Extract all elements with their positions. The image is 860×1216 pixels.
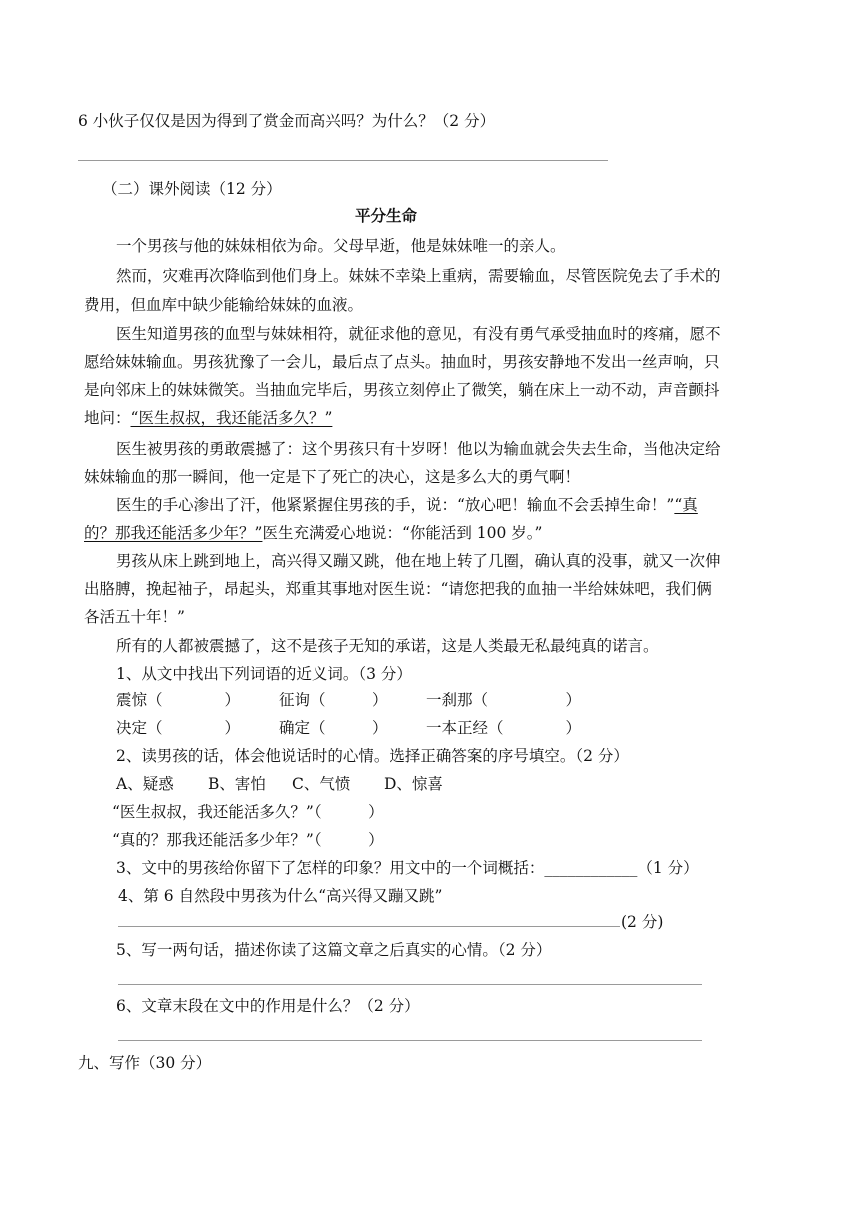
answer-line-q5	[118, 984, 702, 985]
paragraph-3-line-4	[84, 408, 332, 428]
paragraph-3-prefix: 地问：	[84, 409, 131, 427]
question-2-sentence-1: “医生叔叔，我还能活多久？”（ ）	[112, 803, 384, 821]
paragraph-5-rest: 医生充满爱心地说：“你能活到 100 岁。”	[262, 524, 543, 542]
synonym-item: 震惊（ ）	[116, 691, 241, 709]
option-b: B、害怕	[208, 775, 266, 793]
question-3: 3、文中的男孩给你留下了怎样的印象？用文中的一个词概括：____________（1 分）	[116, 859, 699, 877]
paragraph-2-line-1: 然而，灾难再次降临到他们身上。妹妹不幸染上重病，需要输血，尽管医院免去了手术的	[116, 267, 721, 285]
section-title: （二）课外阅读（12 分）	[102, 180, 282, 198]
paragraph-1: 一个男孩与他的妹妹相依为命。父母早逝，他是妹妹唯一的亲人。	[116, 237, 566, 255]
question-2: 2、读男孩的话，体会他说话时的心情。选择正确答案的序号填空。（2 分）	[116, 747, 629, 765]
synonym-item: 一本正经（ ）	[426, 719, 582, 737]
article-title: 平分生命	[355, 207, 418, 225]
option-d: D、惊喜	[384, 775, 443, 793]
underlined-quote-2-start: “真	[674, 496, 698, 514]
underlined-quote-1: “医生叔叔，我还能活多久？”	[130, 409, 333, 427]
paragraph-3-line-1: 医生知道男孩的血型与妹妹相符，就征求他的意见，有没有勇气承受抽血时的疼痛，愿不	[116, 325, 721, 343]
question-5: 5、写一两句话，描述你读了这篇文章之后真实的心情。（2 分）	[116, 941, 552, 959]
paragraph-6-line-1: 男孩从床上跳到地上，高兴得又蹦又跳，他在地上转了几圈，确认真的没事，就又一次伸	[116, 552, 721, 570]
paragraph-6-line-2: 出胳膊，挽起袖子，昂起头，郑重其事地对医生说：“请您把我的血抽一半给妹妹吧，我们俩	[84, 580, 712, 598]
answer-line-q4	[118, 926, 620, 927]
paragraph-6-line-3: 各活五十年！”	[84, 608, 185, 626]
synonym-item: 一刹那（ ）	[426, 691, 582, 709]
underlined-quote-2-end: 的？那我还能活多少年？”	[84, 524, 263, 542]
question-6: 6、文章末段在文中的作用是什么？（2 分）	[116, 997, 420, 1015]
question-1: 1、从文中找出下列词语的近义词。（3 分）	[116, 665, 412, 683]
paragraph-4-line-2: 妹妹输血的那一瞬间，他一定是下了死亡的决心，这是多么大的勇气啊！	[84, 468, 581, 486]
synonym-item: 决定（ ）	[116, 719, 241, 737]
option-c: C、气愤	[292, 775, 351, 793]
answer-line-q6	[118, 1040, 702, 1041]
paragraph-5-text: 医生的手心渗出了汗，他紧紧握住男孩的手，说：“放心吧！输血不会丢掉生命！”	[116, 496, 675, 514]
synonym-item: 征询（ ）	[279, 691, 388, 709]
question-6-top: 6 小伙子仅仅是因为得到了赏金而高兴吗？为什么？（2 分）	[78, 112, 496, 130]
paragraph-4-line-1: 医生被男孩的勇敢震撼了：这个男孩只有十岁呀！他以为输血就会失去生命，当他决定给	[116, 440, 721, 458]
paragraph-3-line-2: 愿给妹妹输血。男孩犹豫了一会儿，最后点了点头。抽血时，男孩安静地不发出一丝声响，只	[84, 353, 720, 371]
question-4: 4、第 6 自然段中男孩为什么“高兴得又蹦又跳”	[118, 887, 443, 905]
option-a: A、疑惑	[116, 775, 174, 793]
synonym-item: 确定（ ）	[279, 719, 388, 737]
paragraph-7: 所有的人都被震撼了，这不是孩子无知的承诺，这是人类最无私最纯真的诺言。	[116, 637, 659, 655]
paragraph-5-line-2	[84, 523, 542, 543]
answer-line-q6-top	[78, 160, 608, 161]
paragraph-3-line-3: 是向邻床上的妹妹微笑。当抽血完毕后，男孩立刻停止了微笑，躺在床上一动不动，声音颤抖	[84, 381, 720, 399]
paragraph-2-line-2: 费用，但血库中缺少能输给妹妹的血液。	[84, 296, 364, 314]
paragraph-5-line-1	[116, 495, 698, 515]
question-2-sentence-2: “真的？那我还能活多少年？”（ ）	[112, 831, 384, 849]
writing-heading: 九、写作（30 分）	[78, 1054, 212, 1072]
question-4-score: (2 分)	[621, 913, 664, 931]
